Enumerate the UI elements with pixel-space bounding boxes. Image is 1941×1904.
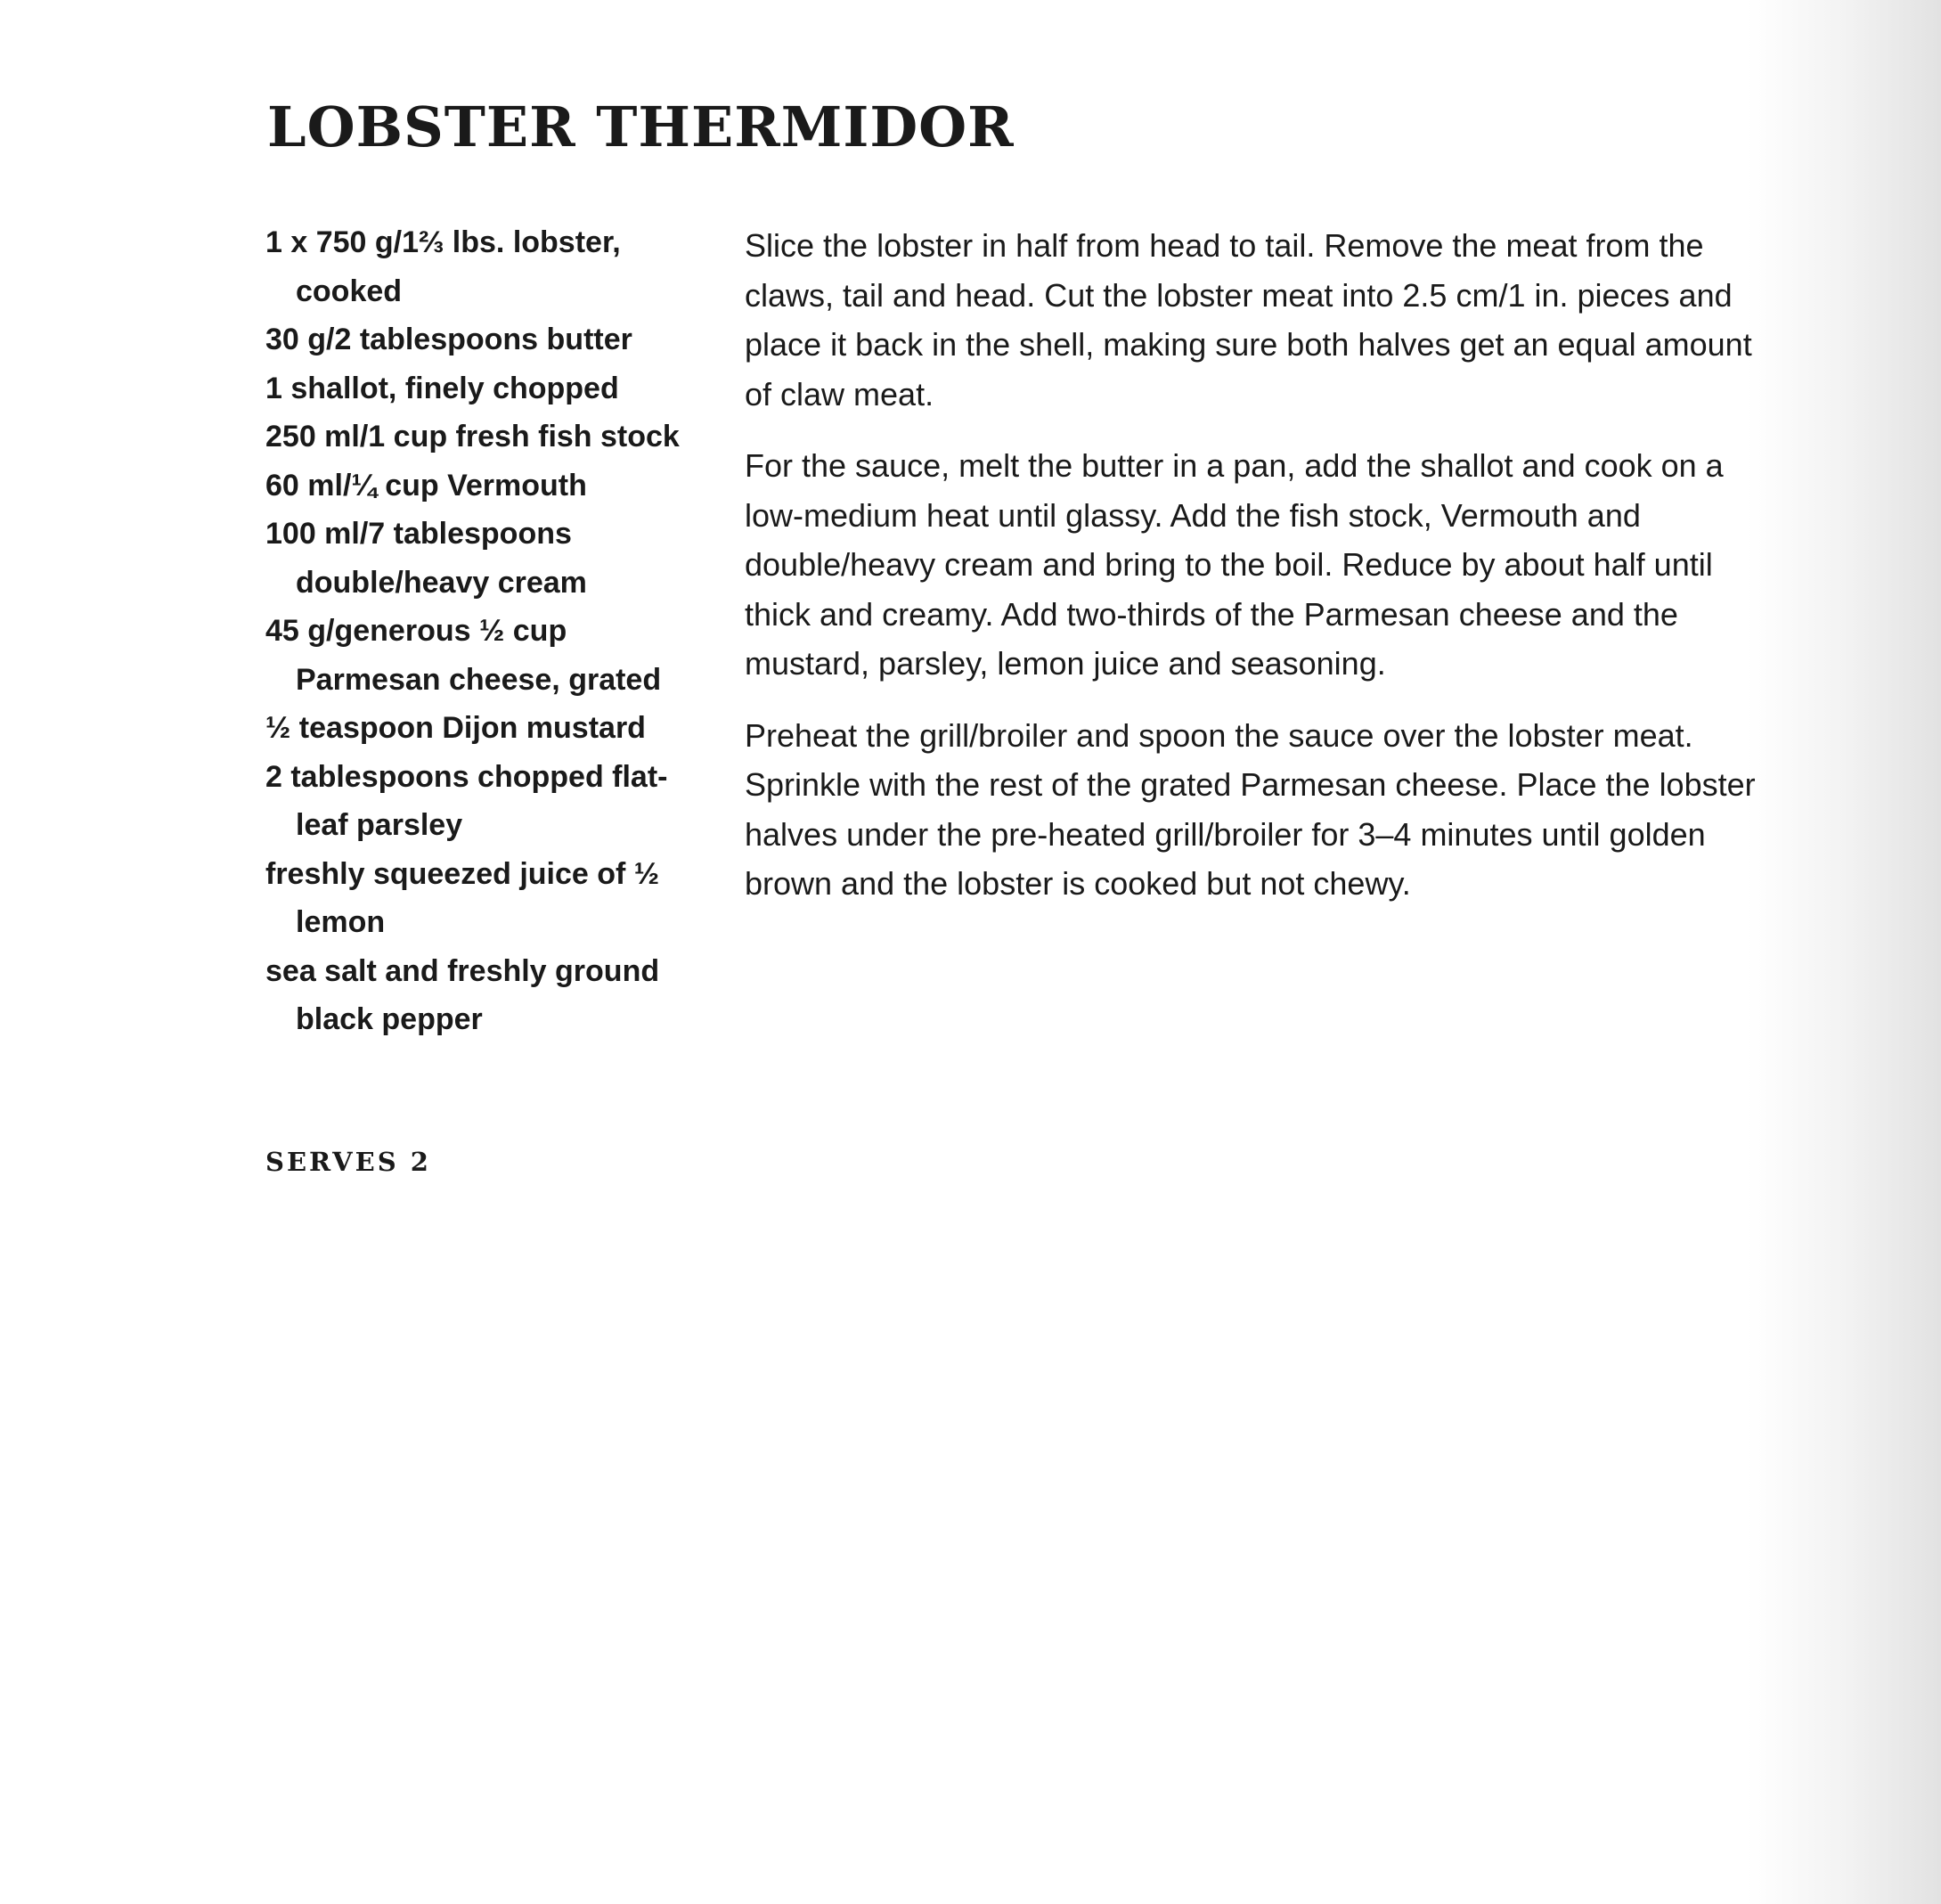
method-step: Slice the lobster in half from head to tail. Remove the meat from the claws, tail and head. Cut the lobster meat into 2.5 cm/1 in. pieces and place it back in the shell, making sure both halves get an equal amount of claw meat. — [745, 227, 1752, 413]
ingredient-item: 30 g/2 tablespoons butter — [265, 323, 632, 356]
ingredient-item: sea salt and freshly ground black pepper — [265, 953, 660, 1036]
ingredient-item: 60 ml/¼ cup Vermouth — [265, 468, 587, 503]
ingredients-list — [265, 218, 711, 1044]
ingredient-item: 250 ml/1 cup fresh fish stock — [265, 420, 680, 454]
recipe-title: LOBSTER THERMIDOR — [267, 94, 1015, 159]
serves-label: SERVES 2 — [265, 1147, 431, 1177]
ingredient-item: 2 tablespoons chopped flat-leaf parsley — [265, 759, 668, 842]
ingredient-item: 1 x 750 g/1⅔ lbs. lobster, cooked — [265, 225, 621, 308]
method-step: Preheat the grill/broiler and spoon the sauce over the lobster meat. Sprinkle with the rest of the grated Parmesan cheese. Place the lobster halves under the pre-heated grill/broiler for 3–4 minutes until golden brown and the lobster is cooked but not chewy. — [745, 716, 1756, 902]
ingredient-item: 45 g/generous ½ cup Parmesan cheese, grated — [265, 614, 662, 697]
method-section — [745, 221, 1769, 931]
ingredient-item: ½ teaspoon Dijon mustard — [265, 711, 646, 745]
ingredient-item: 100 ml/7 tablespoons double/heavy cream — [265, 517, 587, 600]
ingredient-item: freshly squeezed juice of ½ lemon — [265, 856, 660, 939]
method-step: For the sauce, melt the butter in a pan, add the shallot and cook on a low-medium heat until glassy. Add the fish stock, Vermouth and double/heavy cream and bring to the boil. Reduce by about half until thick and creamy. Add two-thirds of the Parmesan cheese and the mustard, parsley, lemon juice and seasoning. — [745, 447, 1724, 682]
ingredient-item: 1 shallot, finely chopped — [265, 371, 619, 405]
